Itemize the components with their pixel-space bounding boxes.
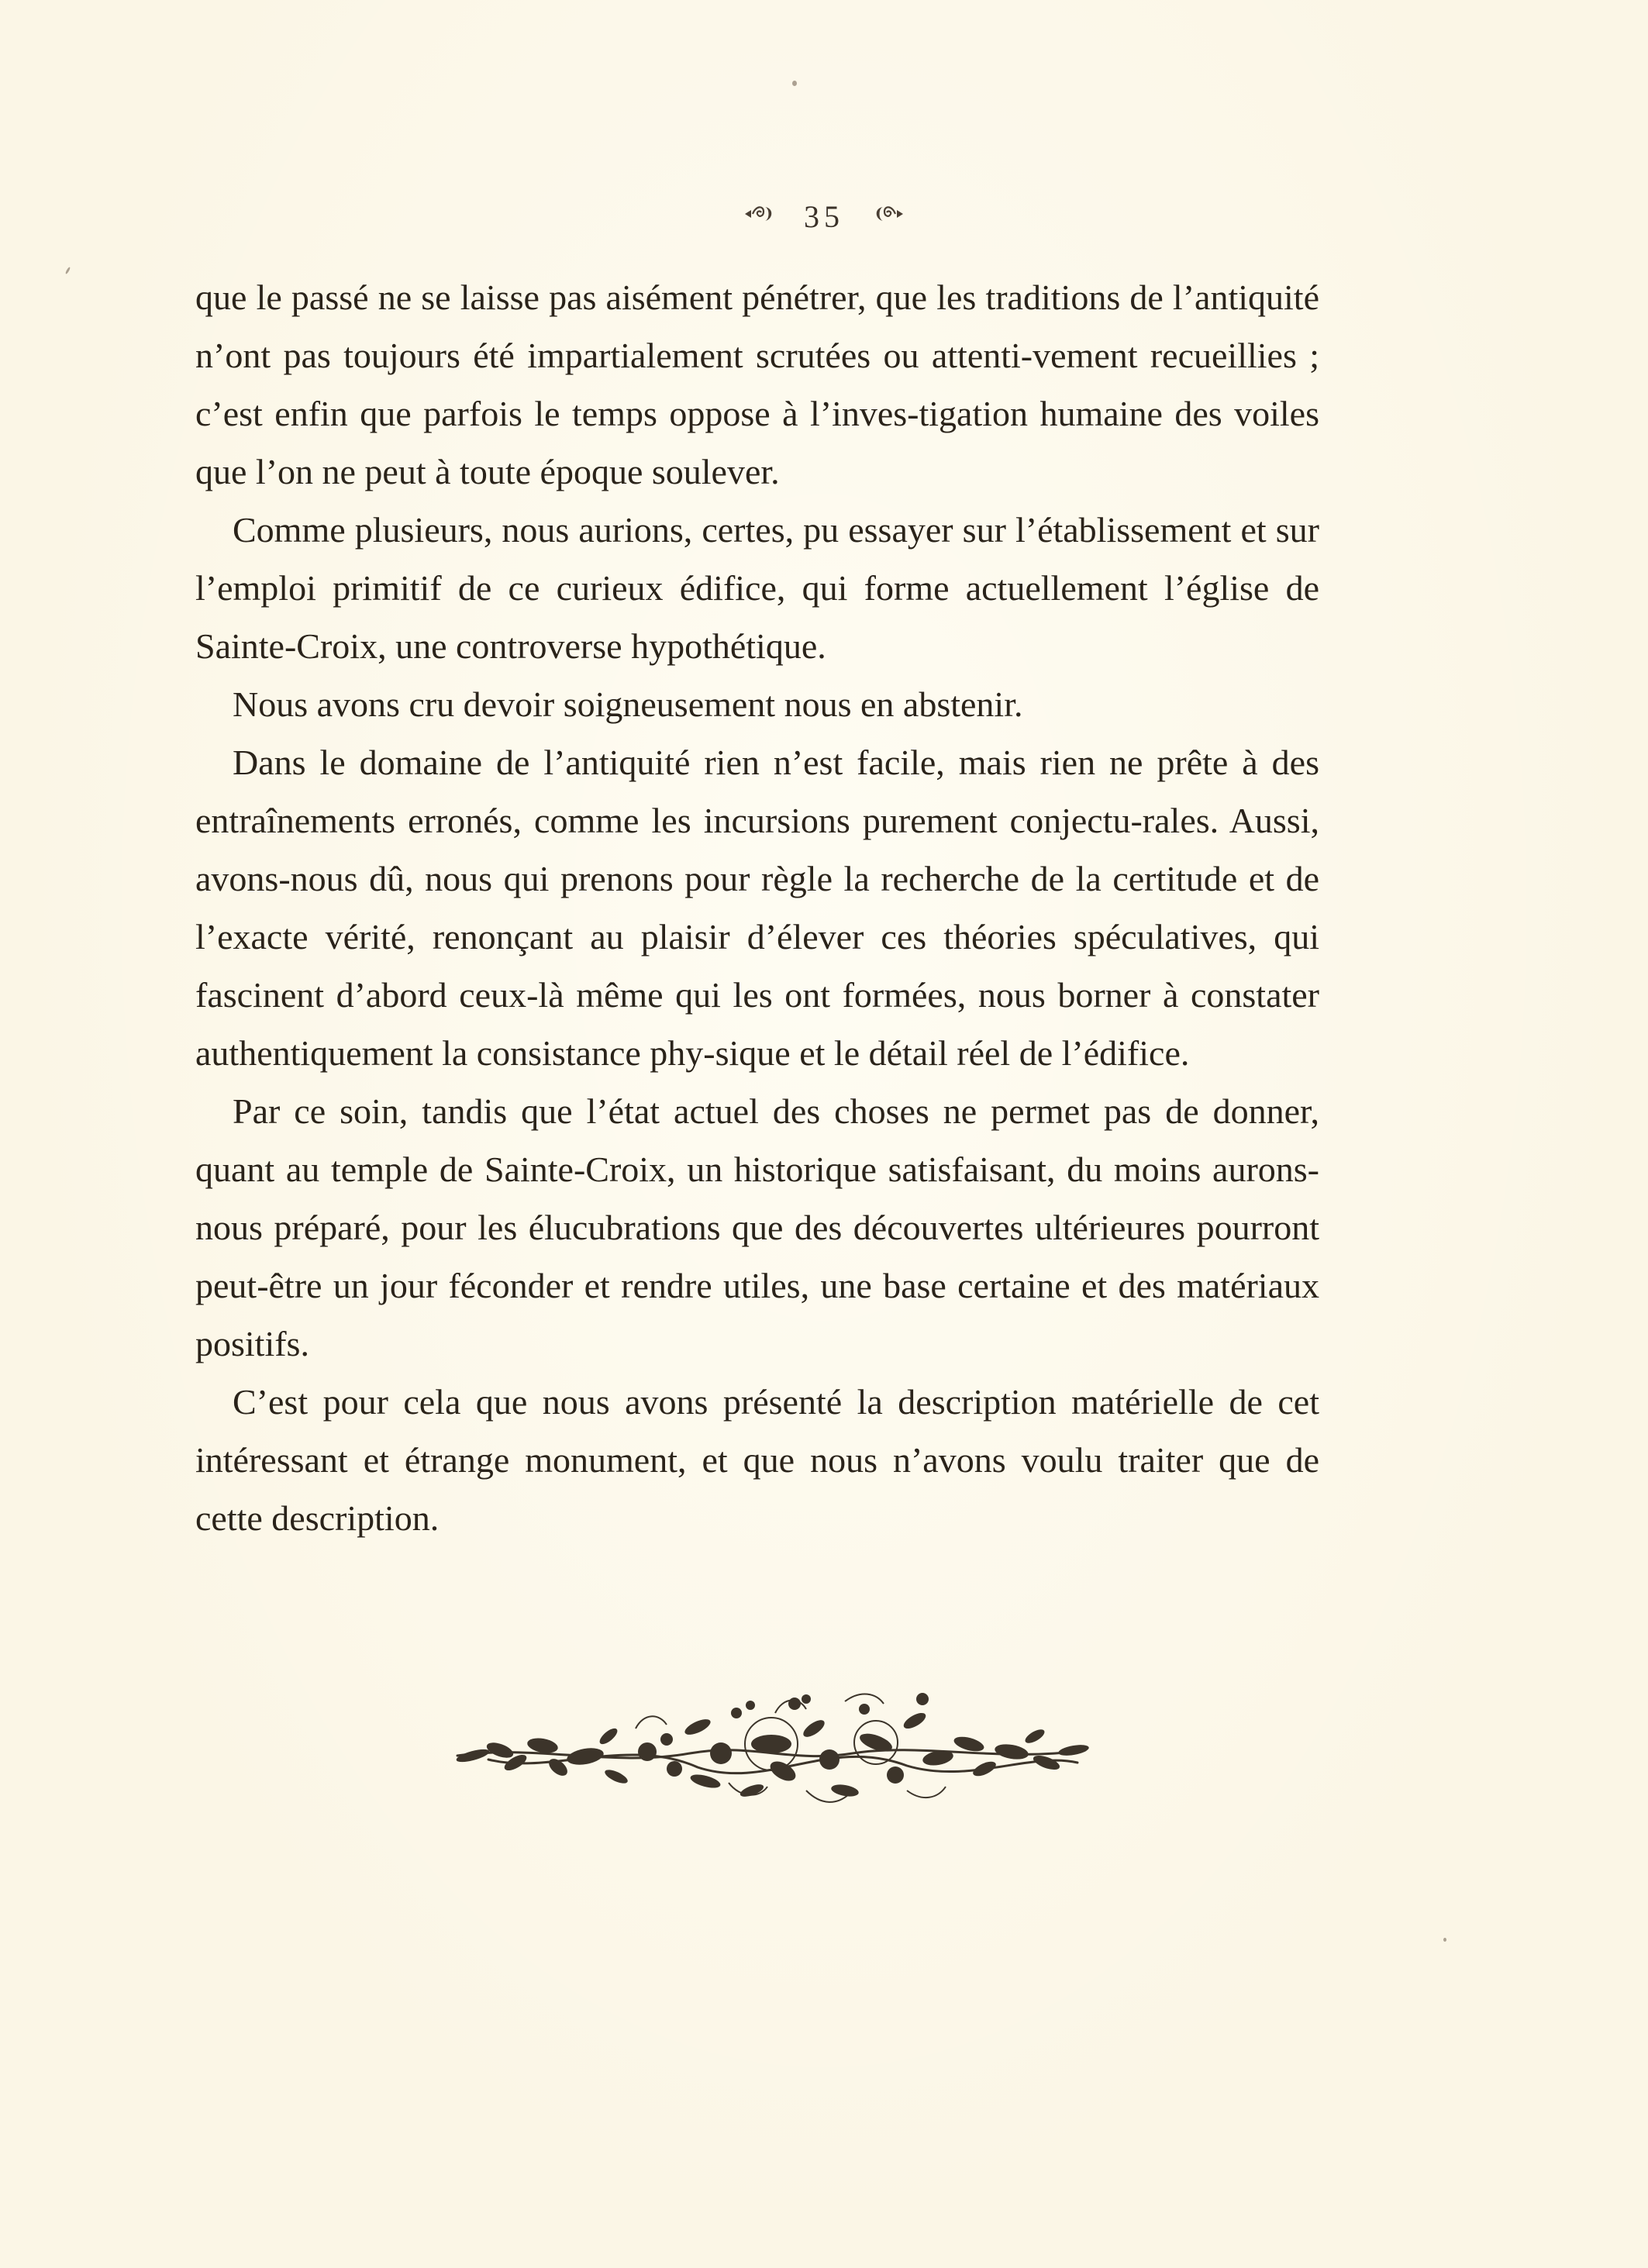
paragraph-3: Nous avons cru devoir soigneusement nous en abstenir. (233, 684, 1023, 724)
paragraph-5: Par ce soin, tandis que l’état actuel des choses ne permet pas de donner, quant au temple de Sainte-Croix, un historique satisfaisant, du moins aurons-nous préparé, pour les élucubrations que des découvertes ultérieures pourront peut-être un jour féconder et rendre utiles, une base certaine et des matériaux positifs. (195, 1091, 1319, 1363)
paper-speck (1443, 1938, 1446, 1942)
paragraph-2: Comme plusieurs, nous aurions, certes, pu essayer sur l’établissement et sur l’emploi primitif de ce curieux édifice, qui forme actuellement l’église de Sainte-Croix, une controverse hypothétique. (195, 510, 1319, 666)
page-number: 35 (804, 199, 844, 235)
running-header (0, 195, 1648, 235)
paper-speck (792, 81, 797, 86)
floral-tailpiece-ornament-icon (442, 1682, 1101, 1814)
paper-speck (65, 267, 71, 274)
fleuron-right-icon (871, 202, 905, 232)
fleuron-left-icon (743, 202, 777, 232)
paragraph-4: Dans le domaine de l’antiquité rien n’est facile, mais rien ne prête à des entraînements erronés, comme les incursions purement conjectu-rales. Aussi, avons-nous dû, nous qui prenons pour règle la recherche de la certitude et de l’exacte vérité, renonçant au plaisir d’élever ces théories spéculatives, qui fascinent d’abord ceux-là même qui les ont formées, nous borner à constater authentiquement la consistance phy-sique et le détail réel de l’édifice. (195, 743, 1319, 1073)
paragraph-6: C’est pour cela que nous avons présenté la description matérielle de cet intéressant et étrange monument, et que nous n’avons voulu traiter que de cette description. (195, 1382, 1319, 1538)
paragraph-1: que le passé ne se laisse pas aisément pénétrer, que les traditions de l’antiquité n’ont pas toujours été impartialement scrutées ou attenti-vement recueillies ; c’est enfin que parfois le temps oppose à l’inves-tigation humaine des voiles que l’on ne peut à toute époque soulever. (195, 277, 1319, 491)
body-text (195, 268, 1319, 1547)
